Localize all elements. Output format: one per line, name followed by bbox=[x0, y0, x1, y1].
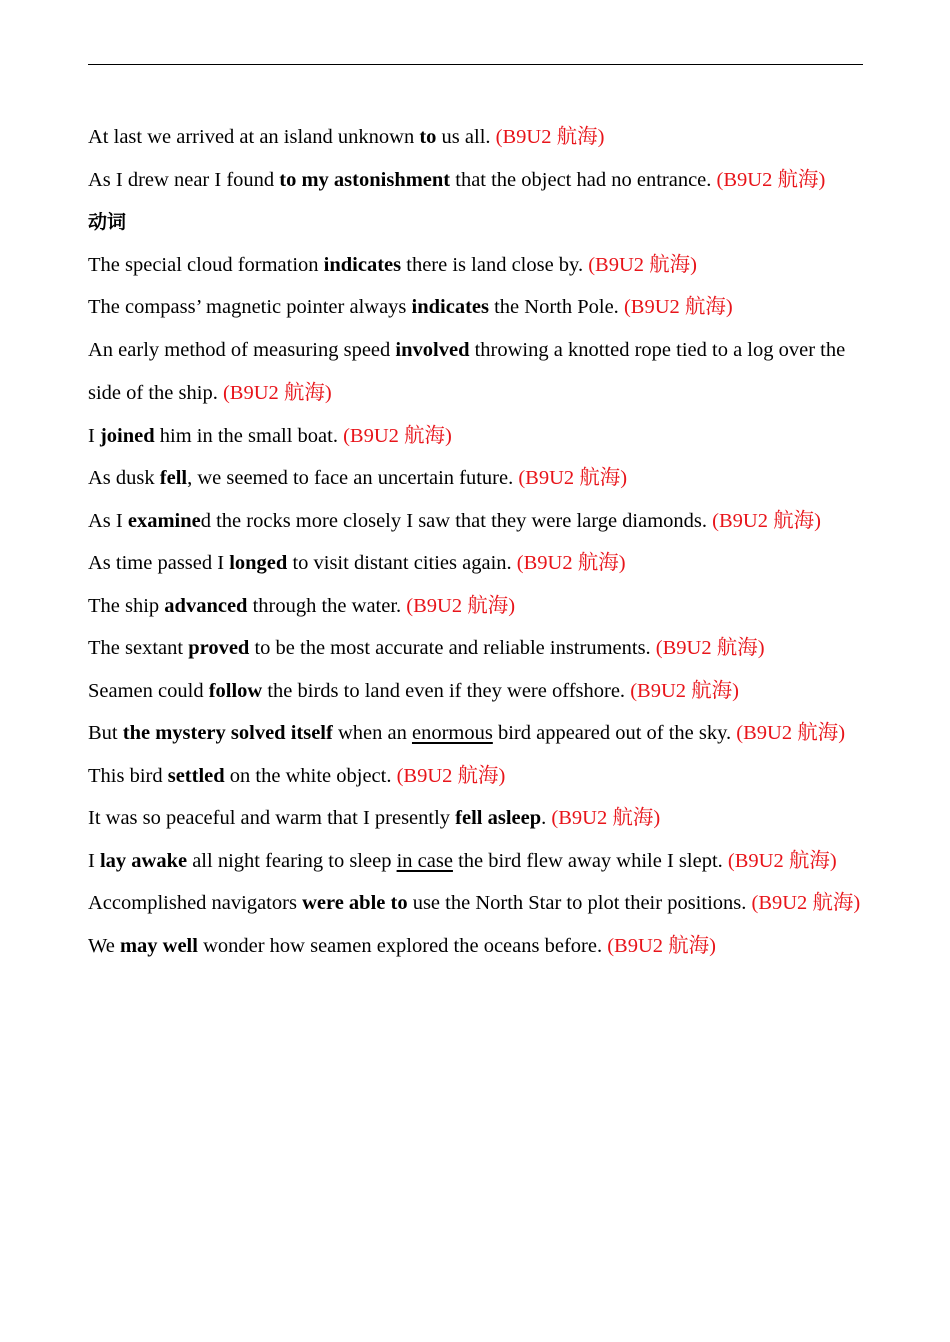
sentence-text: The special cloud formation bbox=[88, 253, 324, 276]
source-tag: (B9U2 航海) bbox=[630, 679, 739, 702]
sentence-text: throwing a knotted rope tied to a log over the side of the ship. bbox=[88, 338, 846, 404]
sentence-text: At last we arrived at an island unknown bbox=[88, 126, 420, 148]
sentence-text: to be the most accurate and reliable instruments. bbox=[249, 637, 656, 659]
sentence-text: use the North Star to plot their positions. bbox=[407, 892, 752, 914]
source-tag: (B9U2 航海) bbox=[551, 807, 661, 829]
source-tag: (B9U2 航海) bbox=[716, 168, 826, 191]
sentence-text: As time passed I bbox=[88, 552, 230, 574]
source-tag: (B9U2 航海) bbox=[727, 849, 837, 872]
sentence-text: wonder how seamen explored the oceans before. bbox=[197, 934, 608, 957]
key-phrase: the mystery solved itself bbox=[122, 722, 333, 744]
source-tag: (B9U2 航海) bbox=[518, 467, 628, 489]
key-phrase: may well bbox=[119, 934, 198, 957]
sentence-text: As dusk bbox=[88, 467, 160, 489]
source-tag: (B9U2 航海) bbox=[623, 296, 733, 318]
key-phrase: longed bbox=[229, 552, 288, 574]
sentence-text: As I bbox=[88, 509, 128, 532]
source-tag: (B9U2 航海) bbox=[406, 594, 516, 617]
sentence-text: The ship bbox=[88, 594, 165, 617]
source-tag: (B9U2 航海) bbox=[736, 722, 846, 744]
sentence-text: , we seemed to face an uncertain future. bbox=[187, 467, 519, 489]
source-tag: (B9U2 航海) bbox=[588, 253, 697, 276]
example-sentence bbox=[88, 500, 863, 544]
example-sentence bbox=[88, 670, 863, 714]
sentence-text: bird appeared out of the sky. bbox=[492, 722, 737, 744]
key-phrase: to my astonishment bbox=[279, 168, 451, 191]
key-phrase: lay awake bbox=[99, 849, 188, 872]
example-sentence bbox=[88, 542, 863, 586]
sentence-text: when an bbox=[332, 722, 412, 744]
sentence-text: on the white object. bbox=[224, 764, 397, 787]
example-sentence bbox=[88, 329, 863, 416]
example-sentence bbox=[88, 244, 863, 288]
source-tag: (B9U2 航海) bbox=[607, 934, 716, 957]
key-phrase: to bbox=[419, 126, 437, 148]
section-heading-text: 动词 bbox=[88, 211, 127, 233]
key-phrase: examine bbox=[127, 509, 201, 532]
example-sentence bbox=[88, 585, 863, 629]
sentence-text: d the rocks more closely I saw that they were large diamonds. bbox=[200, 509, 713, 532]
sentence-text: I bbox=[88, 424, 100, 447]
example-sentence bbox=[88, 415, 863, 459]
example-sentence bbox=[88, 457, 863, 501]
header-rule bbox=[88, 64, 863, 65]
sentence-text: through the water. bbox=[247, 594, 407, 617]
source-tag: (B9U2 航海) bbox=[516, 552, 626, 574]
underlined-word: enormous bbox=[411, 722, 493, 744]
sentence-text: It was so peaceful and warm that I presently bbox=[88, 807, 456, 829]
sentence-text: The compass’ magnetic pointer always bbox=[88, 296, 412, 318]
sentence-text: We bbox=[88, 934, 120, 957]
key-phrase: fell bbox=[159, 467, 188, 489]
sentence-text: the bird flew away while I slept. bbox=[452, 849, 728, 872]
sentence-text: there is land close by. bbox=[401, 253, 589, 276]
sentence-text: . bbox=[541, 807, 552, 829]
key-phrase: advanced bbox=[164, 594, 248, 617]
sentence-text: An early method of measuring speed bbox=[88, 338, 396, 361]
source-tag: (B9U2 航海) bbox=[495, 126, 605, 148]
sentence-text: the North Pole. bbox=[488, 296, 624, 318]
key-phrase: joined bbox=[99, 424, 155, 447]
source-tag: (B9U2 航海) bbox=[751, 892, 861, 914]
sentence-text: Accomplished navigators bbox=[88, 892, 303, 914]
source-tag: (B9U2 航海) bbox=[343, 424, 452, 447]
example-sentence bbox=[88, 159, 863, 203]
document-body bbox=[88, 116, 863, 968]
key-phrase: involved bbox=[395, 338, 470, 361]
sentence-text: This bird bbox=[88, 764, 168, 787]
sentence-text: to visit distant cities again. bbox=[287, 552, 517, 574]
sentence-text: all night fearing to sleep bbox=[187, 849, 397, 872]
sentence-text: him in the small boat. bbox=[154, 424, 344, 447]
example-sentence bbox=[88, 925, 863, 969]
key-phrase: settled bbox=[167, 764, 225, 787]
key-phrase: indicates bbox=[323, 253, 402, 276]
example-sentence bbox=[88, 882, 863, 926]
example-sentence bbox=[88, 116, 863, 160]
sentence-text: The sextant bbox=[88, 637, 189, 659]
sentence-text: But bbox=[88, 722, 123, 744]
sentence-text: that the object had no entrance. bbox=[450, 168, 717, 191]
example-sentence bbox=[88, 840, 863, 884]
sentence-text: As I drew near I found bbox=[88, 168, 280, 191]
sentence-text: I bbox=[88, 849, 100, 872]
example-sentence bbox=[88, 286, 863, 330]
sentence-text: the birds to land even if they were offshore. bbox=[262, 679, 631, 702]
section-heading-verbs bbox=[88, 201, 863, 245]
key-phrase: fell asleep bbox=[455, 807, 542, 829]
source-tag: (B9U2 航海) bbox=[655, 637, 765, 659]
key-phrase: indicates bbox=[411, 296, 489, 318]
source-tag: (B9U2 航海) bbox=[712, 509, 821, 532]
key-phrase: proved bbox=[188, 637, 250, 659]
example-sentence bbox=[88, 712, 863, 756]
example-sentence bbox=[88, 797, 863, 841]
underlined-word: in case bbox=[396, 849, 453, 872]
sentence-text: Seamen could bbox=[88, 679, 209, 702]
example-sentence bbox=[88, 627, 863, 671]
example-sentence bbox=[88, 755, 863, 799]
key-phrase: were able to bbox=[302, 892, 408, 914]
source-tag: (B9U2 航海) bbox=[222, 382, 332, 404]
source-tag: (B9U2 航海) bbox=[396, 764, 506, 787]
sentence-text: us all. bbox=[436, 126, 496, 148]
key-phrase: follow bbox=[208, 679, 263, 702]
